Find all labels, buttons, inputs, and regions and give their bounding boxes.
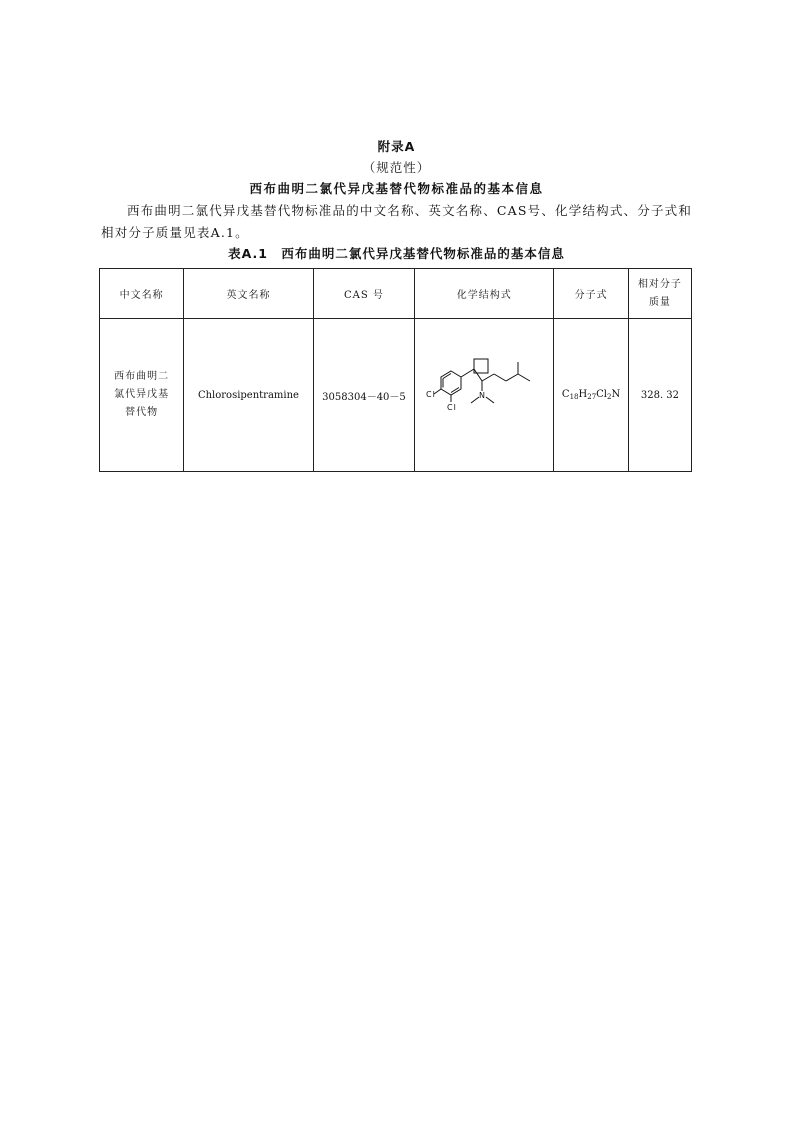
chinese-name-line2: 氯代异戊基 bbox=[114, 389, 170, 400]
appendix-title: 附录A bbox=[377, 139, 416, 154]
formula-h-sub: 27 bbox=[587, 393, 597, 401]
table-header-row bbox=[100, 269, 692, 319]
intro-paragraph: 西布曲明二氯代异戊基替代物标准品的中文名称、英文名称、CAS号、化学结构式、分子式和相对分子质量见表A.1。 bbox=[101, 203, 693, 240]
cell-english-name: Chlorosipentramine bbox=[184, 319, 313, 472]
chinese-name-line1: 西布曲明二 bbox=[114, 371, 170, 382]
header-english-name: 英文名称 bbox=[184, 269, 313, 319]
appendix-subtitle: （规范性） bbox=[362, 160, 431, 175]
formula-c-sub: 18 bbox=[569, 393, 579, 401]
header-chinese-name: 中文名称 bbox=[100, 269, 184, 319]
table-caption: 表A.1 西布曲明二氯代异戊基替代物标准品的基本信息 bbox=[228, 246, 565, 261]
cell-formula bbox=[554, 319, 629, 472]
formula-cl: Cl bbox=[596, 389, 608, 400]
cl-label-bottom: Cl bbox=[447, 403, 458, 412]
section-title: 西布曲明二氯代异戊基替代物标准品的基本信息 bbox=[249, 181, 544, 196]
cell-chinese-name bbox=[100, 319, 184, 472]
header-formula: 分子式 bbox=[554, 269, 629, 319]
header-mass-line2: 质量 bbox=[648, 296, 671, 308]
formula-h: H bbox=[578, 389, 588, 400]
header-mass-line1: 相对分子 bbox=[637, 278, 682, 290]
cl-label-top: Cl bbox=[426, 390, 437, 399]
formula-cl-sub: 2 bbox=[607, 393, 612, 401]
chemical-structure bbox=[416, 357, 552, 433]
cell-structure bbox=[415, 319, 554, 472]
formula-c: C bbox=[561, 389, 570, 400]
table-row bbox=[100, 319, 692, 472]
formula-n: N bbox=[611, 389, 621, 400]
header-molecular-mass bbox=[628, 269, 691, 319]
info-table bbox=[99, 268, 692, 472]
chinese-name-line3: 替代物 bbox=[125, 407, 159, 418]
benzene-ring bbox=[441, 371, 461, 395]
cell-cas: 3058304－40－5 bbox=[313, 319, 415, 472]
cell-molecular-mass: 328. 32 bbox=[628, 319, 691, 472]
n-label: N bbox=[479, 391, 487, 400]
cyclobutane-ring bbox=[474, 359, 488, 373]
header-cas: CAS 号 bbox=[313, 269, 415, 319]
header-structure: 化学结构式 bbox=[415, 269, 554, 319]
